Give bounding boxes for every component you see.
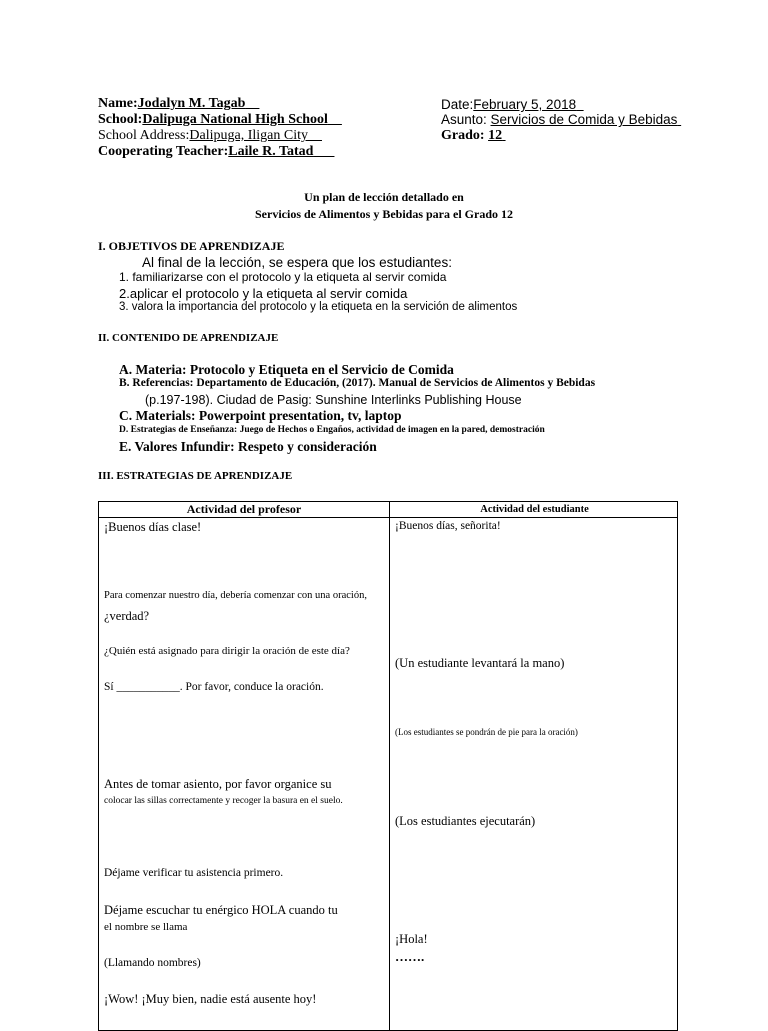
contenido-d: D. Estrategias de Enseñanza: Juego de Hechos o Engaños, actividad de imagen en la pared, demostración <box>119 425 545 435</box>
teacher-value: Laile R. Tatad <box>228 144 314 159</box>
address-label: School Address: <box>98 128 190 143</box>
document-title-line2: Servicios de Alimentos y Bebidas para el Grado 12 <box>255 207 513 221</box>
teacher-prayer-confirm: ¿verdad? <box>104 609 150 623</box>
column-divider <box>389 502 390 1030</box>
estrategias-heading: III. ESTRATEGIAS DE APRENDIZAJE <box>98 470 293 482</box>
grado-line <box>441 127 506 144</box>
teacher-hola-line2: el nombre se llama <box>104 921 188 933</box>
school-label: School: <box>98 112 143 127</box>
activity-table <box>98 501 678 1031</box>
grado-value: 12 <box>488 128 503 143</box>
address-line <box>98 127 322 144</box>
document-title-line1: Un plan de lección detallado en <box>304 190 464 204</box>
date-value: February 5, 2018 <box>473 97 577 112</box>
grado-label: Grado: <box>441 128 489 143</box>
teacher-calling-names: (Llamando nombres) <box>104 957 201 969</box>
col-header-teacher: Actividad del profesor <box>186 502 302 516</box>
asunto-value: Servicios de Comida y Bebidas <box>490 112 678 127</box>
student-execute: (Los estudiantes ejecutarán) <box>395 814 536 828</box>
name-value: Jodalyn M. Tagab <box>137 96 246 111</box>
student-raise-hand: (Un estudiante levantará la mano) <box>395 656 565 670</box>
objetivo-item-1: 1. familiarizarse con el protocolo y la etiqueta al servir comida <box>119 270 447 284</box>
col-header-student: Actividad del estudiante <box>480 504 589 515</box>
teacher-line <box>98 143 334 160</box>
teacher-prayer-intro: Para comenzar nuestro día, debería comenzar con una oración, <box>104 590 367 601</box>
teacher-prayer-question: ¿Quién está asignado para dirigir la oración de este día? <box>104 645 350 657</box>
teacher-hola-line1: Déjame escuchar tu enérgico HOLA cuando tu <box>104 903 338 917</box>
student-stand-prayer: (Los estudiantes se pondrán de pie para la oración) <box>395 727 578 737</box>
date-label: Date: <box>441 97 474 112</box>
teacher-attendance: Déjame verificar tu asistencia primero. <box>104 867 284 879</box>
address-value: Dalipuga, Iligan City <box>189 128 308 143</box>
objetivos-intro: Al final de la lección, se espera que los estudiantes: <box>142 255 452 270</box>
school-value: Dalipuga National High School <box>142 112 328 127</box>
teacher-arrange-line1: Antes de tomar asiento, por favor organice su <box>104 777 332 791</box>
name-label: Name: <box>98 96 138 111</box>
objetivos-heading: I. OBJETIVOS DE APRENDIZAJE <box>98 239 285 253</box>
contenido-e: E. Valores Infundir: Respeto y consideración <box>119 439 377 454</box>
name-blank: ___________ <box>116 681 180 693</box>
name-line <box>98 95 259 112</box>
school-line <box>98 111 342 128</box>
teacher-greeting: ¡Buenos días clase! <box>104 520 202 534</box>
teacher-label: Cooperating Teacher: <box>98 144 229 159</box>
teacher-no-absent: ¡Wow! ¡Muy bien, nadie está ausente hoy! <box>104 992 317 1006</box>
contenido-c: C. Materials: Powerpoint presentation, tv, laptop <box>119 408 402 423</box>
contenido-heading: II. CONTENIDO DE APRENDIZAJE <box>98 332 279 344</box>
asunto-label: Asunto: <box>441 112 491 127</box>
contenido-b-cont: (p.197-198). Ciudad de Pasig: Sunshine Interlinks Publishing House <box>145 393 522 407</box>
contenido-a: A. Materia: Protocolo y Etiqueta en el Servicio de Comida <box>119 362 454 377</box>
contenido-b: B. Referencias: Departamento de Educación, (2017). Manual de Servicios de Alimentos y Bebidas <box>119 377 596 389</box>
student-greeting: ¡Buenos días, señorita! <box>395 520 501 532</box>
objetivo-item-2: 2.aplicar el protocolo y la etiqueta al servir comida <box>119 286 408 301</box>
teacher-conduct: . Por favor, conduce la oración. <box>179 681 324 693</box>
teacher-prayer-leader <box>104 681 324 693</box>
asunto-line <box>441 111 681 128</box>
teacher-si: Sí <box>104 681 114 693</box>
header-divider <box>99 517 677 518</box>
student-hola: ¡Hola! <box>395 932 428 946</box>
teacher-arrange-line2: colocar las sillas correctamente y recoger la basura en el suelo. <box>104 796 343 806</box>
objetivo-item-3: 3. valora la importancia del protocolo y la etiqueta en la servición de alimentos <box>119 301 518 313</box>
student-ellipsis: ……. <box>395 949 425 964</box>
